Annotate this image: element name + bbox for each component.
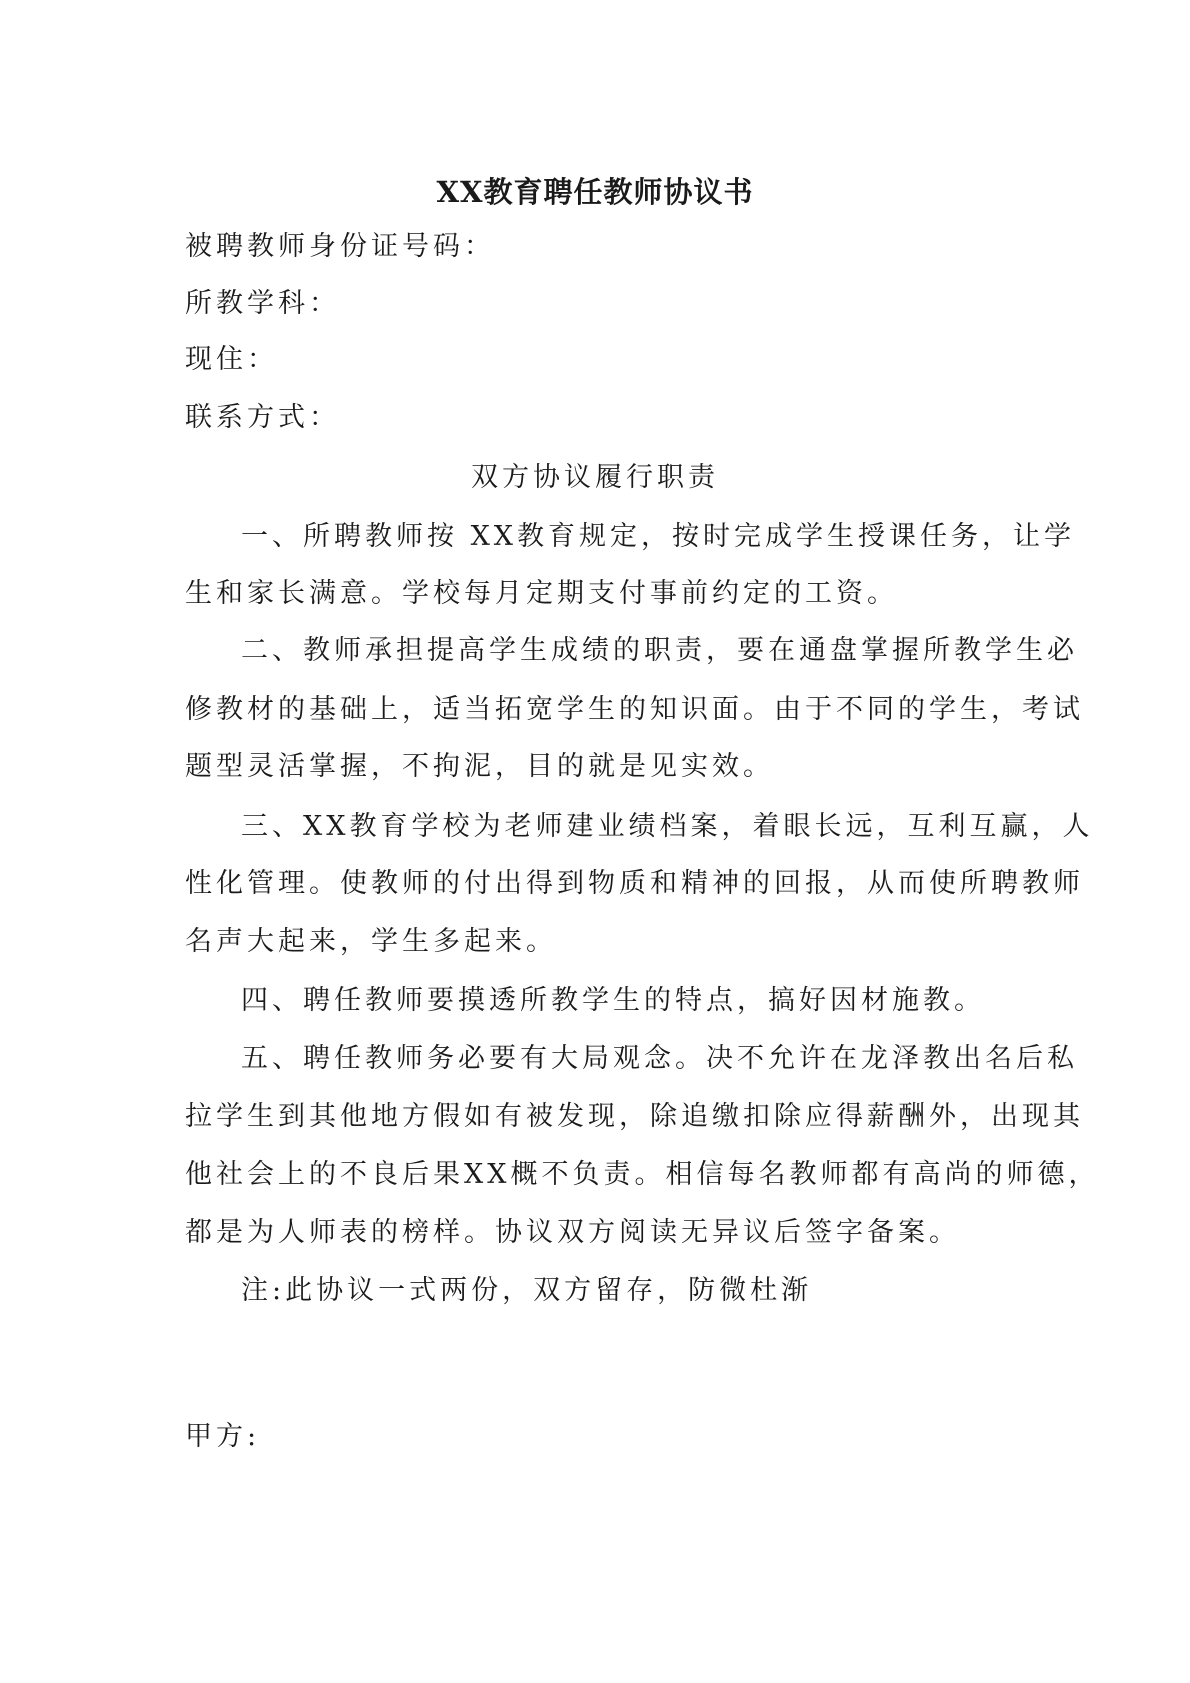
clause-line: 都是为人师表的榜样。协议双方阅读无异议后签字备案。 — [185, 1217, 960, 1248]
clause-line: 三、XX教育学校为老师建业绩档案，着眼长远，互利互赢，人 — [241, 811, 1094, 842]
clause-line: 修教材的基础上，适当拓宽学生的知识面。由于不同的学生，考试 — [185, 694, 1084, 725]
clause-line: 性化管理。使教师的付出得到物质和精神的回报，从而使所聘教师 — [185, 868, 1084, 899]
clause-line: 他社会上的不良后果XX概不负责。相信每名教师都有高尚的师德， — [185, 1159, 1100, 1190]
clause-line: 二、教师承担提高学生成绩的职责，要在通盘掌握所教学生必 — [241, 635, 1078, 666]
field-subject: 所教学科： — [185, 288, 340, 319]
field-id-number: 被聘教师身份证号码： — [185, 231, 495, 262]
clause-line: 一、所聘教师按 XX教育规定，按时完成学生授课任务，让学 — [241, 521, 1076, 552]
clause-line: 四、聘任教师要摸透所教学生的特点，搞好因材施教。 — [241, 985, 985, 1016]
field-address: 现住： — [185, 344, 278, 375]
clause-line: 拉学生到其他地方假如有被发现，除追缴扣除应得薪酬外，出现其 — [185, 1101, 1084, 1132]
clause-line: 题型灵活掌握，不拘泥，目的就是见实效。 — [185, 751, 774, 782]
section-heading: 双方协议履行职责 — [471, 462, 719, 493]
field-contact: 联系方式： — [185, 402, 340, 433]
document-title: XX教育聘任教师协议书 — [436, 175, 754, 209]
party-a-label: 甲方: — [185, 1421, 261, 1452]
clause-line: 名声大起来，学生多起来。 — [185, 926, 557, 957]
note-text: 注:此协议一式两份，双方留存，防微杜渐 — [241, 1275, 813, 1306]
clause-line: 五、聘任教师务必要有大局观念。决不允许在龙泽教出名后私 — [241, 1043, 1078, 1074]
clause-line: 生和家长满意。学校每月定期支付事前约定的工资。 — [185, 578, 898, 609]
